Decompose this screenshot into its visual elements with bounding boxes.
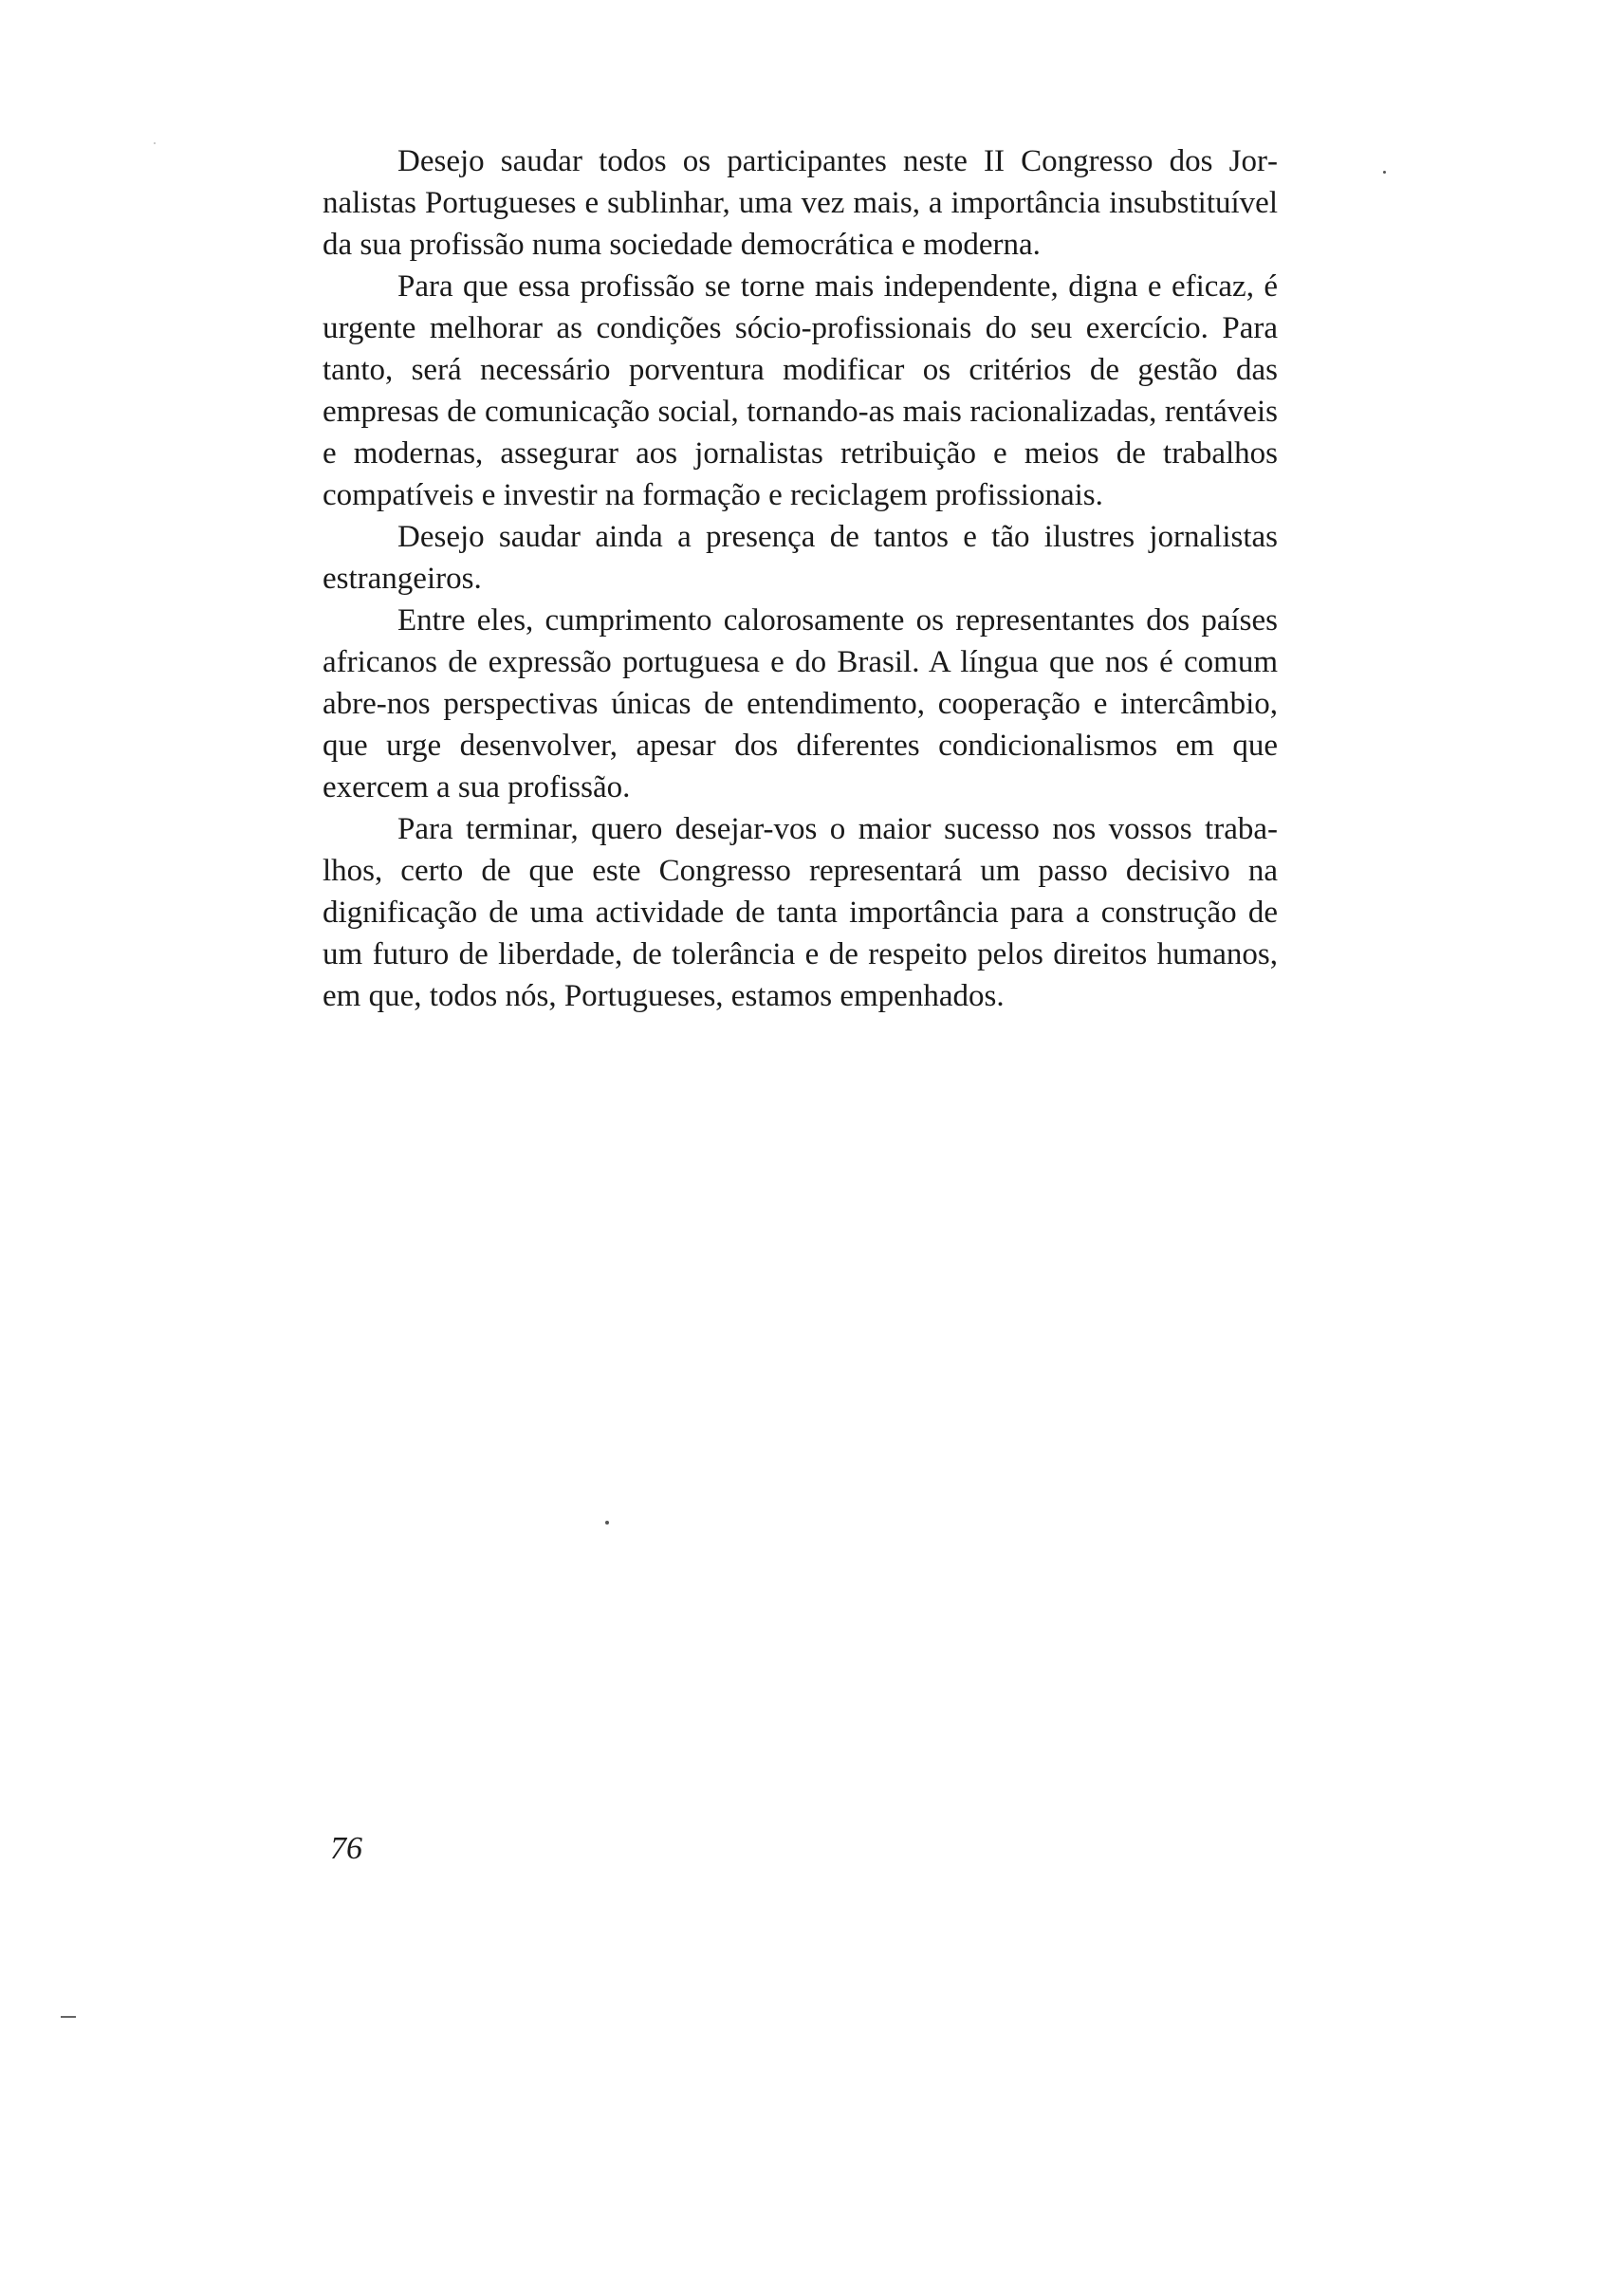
- scan-speck: [1383, 171, 1386, 174]
- scan-speck: [154, 142, 156, 144]
- scan-mark: [61, 2016, 76, 2018]
- paragraph-4: Entre eles, cumprimento calorosamente os representantes dos países africanos de expressão portuguesa e do Brasil. A língua que nos é comum abre-nos perspectivas únicas de entendimento, cooperação e intercâmbio, que urge desenvolver, apesar dos diferentes condicionalismos em que exercem a sua profissão.: [323, 603, 1278, 804]
- paragraph-3: Desejo saudar ainda a presença de tantos e tão ilustres jornalistas estrangeiros.: [323, 520, 1278, 596]
- body-text: [323, 140, 1278, 1017]
- page-number: 76: [330, 1831, 362, 1866]
- paragraph-5: Para terminar, quero desejar-vos o maior sucesso nos vossos trabalhos, certo de que este Congresso representará um passo decisivo na dignificação de uma actividade de tanta importância para a construção de um futuro de liberdade, de tolerância e de respeito pelos direitos humanos, em que, todos nós, Portugueses, estamos empenhados.: [323, 812, 1278, 1013]
- scan-speck: [605, 1521, 609, 1525]
- paragraph-1: Desejo saudar todos os participantes neste II Congresso dos Jornalistas Portugueses e sublinhar, uma vez mais, a importância insubstituível da sua profissão numa sociedade democrática e moderna.: [323, 144, 1278, 262]
- paragraph-2: Para que essa profissão se torne mais independente, digna e eficaz, é urgente melhorar as condições sócio-profissionais do seu exercício. Para tanto, será necessário porventura modificar os critérios de gestão das empresas de comunicação social, tornando-as mais racionalizadas, rentáveis e modernas, assegurar aos jornalistas retribuição e meios de trabalhos compatíveis e investir na formação e reciclagem profissionais.: [323, 269, 1278, 512]
